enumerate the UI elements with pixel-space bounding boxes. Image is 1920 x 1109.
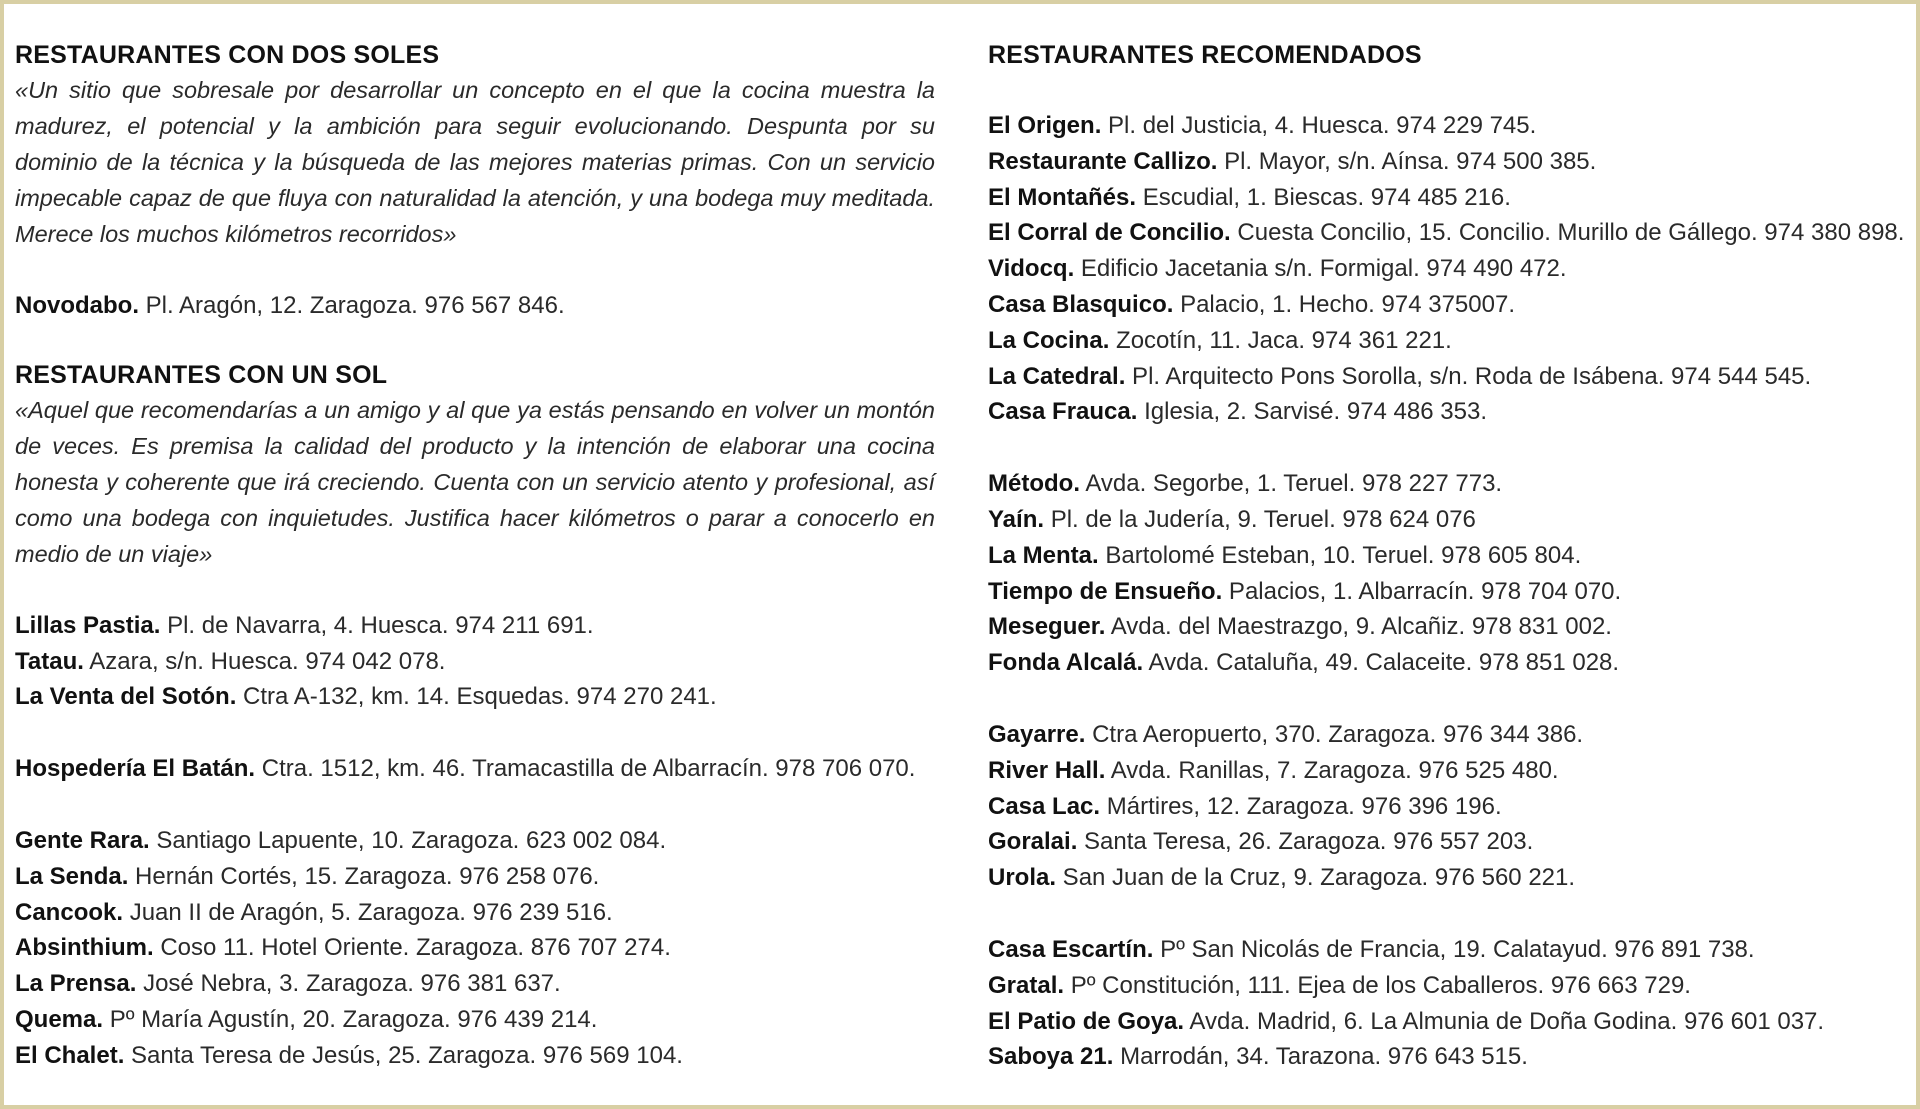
restaurant-name: La Menta. <box>988 541 1099 569</box>
restaurant-detail: Santa Teresa de Jesús, 25. Zaragoza. 976 569 104. <box>124 1041 683 1069</box>
restaurant-name: Método. <box>988 470 1080 498</box>
restaurant-detail: Escudial, 1. Biescas. 974 485 216. <box>1136 183 1511 211</box>
restaurant-detail: Pl. Mayor, s/n. Aínsa. 974 500 385. <box>1217 147 1597 175</box>
restaurant-entry <box>988 359 1908 395</box>
restaurant-entry <box>988 323 1908 359</box>
restaurant-entry <box>15 895 935 931</box>
restaurant-name: El Patio de Goya. <box>988 1007 1185 1035</box>
restaurant-name: El Chalet. <box>15 1041 125 1069</box>
quote-dos-soles: «Un sitio que sobresale por desarrollar un concepto en el que la cocina muestra la madurez, el potencial y la ambición para seguir evolucionando. Despunta por su dominio de la técnica y la búsqueda de las mejores materias primas. Con un servicio impecable capaz de que fluya con naturalidad la atención, y una bodega muy meditada. Merece los muchos kilómetros recorridos» <box>15 77 935 247</box>
restaurant-entry <box>15 930 935 966</box>
restaurant-entry <box>15 859 935 895</box>
restaurant-entry <box>988 609 1908 645</box>
restaurant-name: River Hall. <box>988 756 1106 784</box>
restaurant-entry <box>988 968 1908 1004</box>
spacer <box>988 430 1908 466</box>
restaurant-name: Casa Frauca. <box>988 398 1138 426</box>
restaurant-group <box>988 466 1908 681</box>
restaurant-entry <box>988 824 1908 860</box>
restaurant-name: Meseguer. <box>988 613 1106 641</box>
restaurant-detail: Azara, s/n. Huesca. 974 042 078. <box>83 647 446 675</box>
restaurant-detail: Pl. de la Judería, 9. Teruel. 978 624 076 <box>1044 505 1476 533</box>
restaurant-entry <box>15 679 935 715</box>
restaurant-detail: Edificio Jacetania s/n. Formigal. 974 490 472. <box>1074 255 1567 283</box>
restaurant-name: El Corral de Concilio. <box>988 219 1231 247</box>
restaurant-detail: Bartolomé Esteban, 10. Teruel. 978 605 804. <box>1098 541 1582 569</box>
restaurant-name: Gayarre. <box>988 720 1086 748</box>
restaurant-entry <box>988 1004 1908 1040</box>
spacer <box>988 72 1908 108</box>
restaurant-detail: Avda. Segorbe, 1. Teruel. 978 227 773. <box>1079 470 1503 498</box>
spacer <box>15 715 935 751</box>
restaurant-entry <box>988 144 1908 180</box>
restaurant-entry <box>988 180 1908 216</box>
restaurant-name: Restaurante Callizo. <box>988 147 1218 175</box>
restaurant-entry <box>988 108 1908 144</box>
restaurant-name: Novodabo. <box>15 292 139 319</box>
restaurant-name: Casa Lac. <box>988 792 1101 820</box>
restaurant-entry <box>988 574 1908 610</box>
spacer <box>15 787 935 823</box>
restaurant-entry <box>988 287 1908 323</box>
restaurant-detail: Palacios, 1. Albarracín. 978 704 070. <box>1222 577 1622 605</box>
restaurant-detail: Pº María Agustín, 20. Zaragoza. 976 439 214. <box>103 1005 598 1033</box>
restaurant-name: La Catedral. <box>988 362 1126 390</box>
restaurant-detail: Ctra A-132, km. 14. Esquedas. 974 270 241. <box>236 683 717 711</box>
restaurant-name: Gente Rara. <box>15 826 150 854</box>
restaurant-detail: Pl. de Navarra, 4. Huesca. 974 211 691. <box>160 611 594 639</box>
restaurant-entry <box>988 932 1908 968</box>
heading-un-sol: RESTAURANTES CON UN SOL <box>15 360 388 389</box>
restaurant-detail: Iglesia, 2. Sarvisé. 974 486 353. <box>1137 398 1487 426</box>
restaurant-group <box>988 717 1908 896</box>
restaurant-entry <box>988 1039 1908 1075</box>
restaurant-detail: Hernán Cortés, 15. Zaragoza. 976 258 076. <box>128 862 600 890</box>
restaurant-group <box>15 751 935 787</box>
restaurant-name: Gratal. <box>988 971 1065 999</box>
spacer <box>988 896 1908 932</box>
restaurant-detail: Avda. Cataluña, 49. Calaceite. 978 851 028. <box>1143 649 1620 677</box>
restaurant-entry <box>988 860 1908 896</box>
restaurant-group <box>988 932 1908 1075</box>
restaurant-name: El Montañés. <box>988 183 1137 211</box>
restaurant-detail: Santa Teresa, 26. Zaragoza. 976 557 203. <box>1077 828 1534 856</box>
restaurant-entry <box>988 717 1908 753</box>
restaurant-detail: Marrodán, 34. Tarazona. 976 643 515. <box>1113 1043 1528 1071</box>
restaurant-entry <box>988 215 1908 251</box>
restaurant-detail: Mártires, 12. Zaragoza. 976 396 196. <box>1100 792 1502 820</box>
restaurant-entry <box>988 394 1908 430</box>
restaurant-name: Goralai. <box>988 828 1078 856</box>
right-column <box>988 38 1908 1075</box>
restaurant-detail: Coso 11. Hotel Oriente. Zaragoza. 876 707 274. <box>153 934 671 962</box>
restaurant-detail: Pl. Aragón, 12. Zaragoza. 976 567 846. <box>139 292 565 319</box>
restaurant-name: La Senda. <box>15 862 129 890</box>
restaurant-name: Yaín. <box>988 505 1045 533</box>
restaurant-detail: Cuesta Concilio, 15. Concilio. Murillo de Gállego. 974 380 898. <box>1230 219 1905 247</box>
list-un-sol <box>15 608 935 1074</box>
restaurant-detail: Palacio, 1. Hecho. 974 375007. <box>1173 290 1515 318</box>
list-dos-soles <box>15 288 935 324</box>
restaurant-detail: Pl. Arquitecto Pons Sorolla, s/n. Roda de Isábena. 974 544 545. <box>1125 362 1812 390</box>
restaurant-detail: Santiago Lapuente, 10. Zaragoza. 623 002 084. <box>149 826 667 854</box>
restaurant-entry <box>988 466 1908 502</box>
restaurant-detail: Avda. Ranillas, 7. Zaragoza. 976 525 480. <box>1105 756 1559 784</box>
restaurant-detail: Ctra. 1512, km. 46. Tramacastilla de Albarracín. 978 706 070. <box>255 755 916 783</box>
spacer <box>15 572 935 608</box>
restaurant-name: Quema. <box>15 1005 104 1033</box>
restaurant-detail: Juan II de Aragón, 5. Zaragoza. 976 239 516. <box>123 898 613 926</box>
restaurant-group <box>15 608 935 715</box>
restaurant-entry <box>15 751 935 787</box>
restaurant-name: Vidocq. <box>988 255 1075 283</box>
restaurant-group <box>988 108 1908 430</box>
restaurant-entry <box>15 288 935 324</box>
restaurant-name: La Venta del Sotón. <box>15 683 237 711</box>
restaurant-detail: Ctra Aeropuerto, 370. Zaragoza. 976 344 386. <box>1085 720 1584 748</box>
restaurant-entry <box>988 251 1908 287</box>
restaurant-name: Tatau. <box>15 647 84 675</box>
quote-un-sol: «Aquel que recomendarías a un amigo y al que ya estás pensando en volver un montón de veces. Es premisa la calidad del producto y la intención de elaborar una cocina honesta y coherente que irá creciendo. Cuenta con un servicio atento y profesional, así como una bodega con inquietudes. Justifica hacer kilómetros o parar a conocerlo en medio de un viaje» <box>15 396 935 567</box>
restaurant-name: Urola. <box>988 864 1057 892</box>
restaurant-name: Fonda Alcalá. <box>988 649 1144 677</box>
restaurant-group <box>15 823 935 1074</box>
spacer <box>15 252 935 288</box>
restaurant-detail: Zocotín, 11. Jaca. 974 361 221. <box>1109 326 1452 354</box>
restaurant-name: Tiempo de Ensueño. <box>988 577 1223 605</box>
restaurant-name: El Origen. <box>988 112 1102 139</box>
restaurant-entry <box>15 823 935 859</box>
restaurant-name: Absinthium. <box>15 934 154 962</box>
spacer <box>15 324 935 358</box>
restaurant-detail: San Juan de la Cruz, 9. Zaragoza. 976 560 221. <box>1056 864 1576 892</box>
left-column <box>15 38 935 1074</box>
restaurant-detail: Pl. del Justicia, 4. Huesca. 974 229 745. <box>1101 112 1537 139</box>
restaurant-entry <box>15 1002 935 1038</box>
restaurant-detail: Avda. del Maestrazgo, 9. Alcañiz. 978 831 002. <box>1105 613 1612 641</box>
restaurant-entry <box>15 966 935 1002</box>
restaurant-entry <box>15 608 935 644</box>
restaurant-name: La Prensa. <box>15 970 137 998</box>
restaurant-detail: Avda. Madrid, 6. La Almunia de Doña Godina. 976 601 037. <box>1184 1007 1825 1035</box>
restaurant-entry <box>15 644 935 680</box>
restaurant-name: Hospedería El Batán. <box>15 755 256 783</box>
restaurant-entry <box>988 789 1908 825</box>
spacer <box>988 681 1908 717</box>
restaurant-entry <box>988 502 1908 538</box>
list-recomendados <box>988 108 1908 1075</box>
heading-dos-soles: RESTAURANTES CON DOS SOLES <box>15 41 440 69</box>
restaurant-name: Saboya 21. <box>988 1043 1114 1071</box>
restaurant-entry <box>988 645 1908 681</box>
restaurant-name: Casa Escartín. <box>988 935 1154 963</box>
heading-recomendados: RESTAURANTES RECOMENDADOS <box>988 41 1422 69</box>
restaurant-name: Casa Blasquico. <box>988 290 1174 318</box>
restaurant-detail: Pº Constitución, 111. Ejea de los Caballeros. 976 663 729. <box>1064 971 1691 999</box>
restaurant-name: Cancook. <box>15 898 124 926</box>
restaurant-name: Lillas Pastia. <box>15 611 161 639</box>
restaurant-entry <box>15 1038 935 1074</box>
restaurant-name: La Cocina. <box>988 326 1110 354</box>
restaurant-entry <box>988 753 1908 789</box>
restaurant-entry <box>988 538 1908 574</box>
restaurant-detail: José Nebra, 3. Zaragoza. 976 381 637. <box>136 970 561 998</box>
restaurant-detail: Pº San Nicolás de Francia, 19. Calatayud. 976 891 738. <box>1153 935 1755 963</box>
